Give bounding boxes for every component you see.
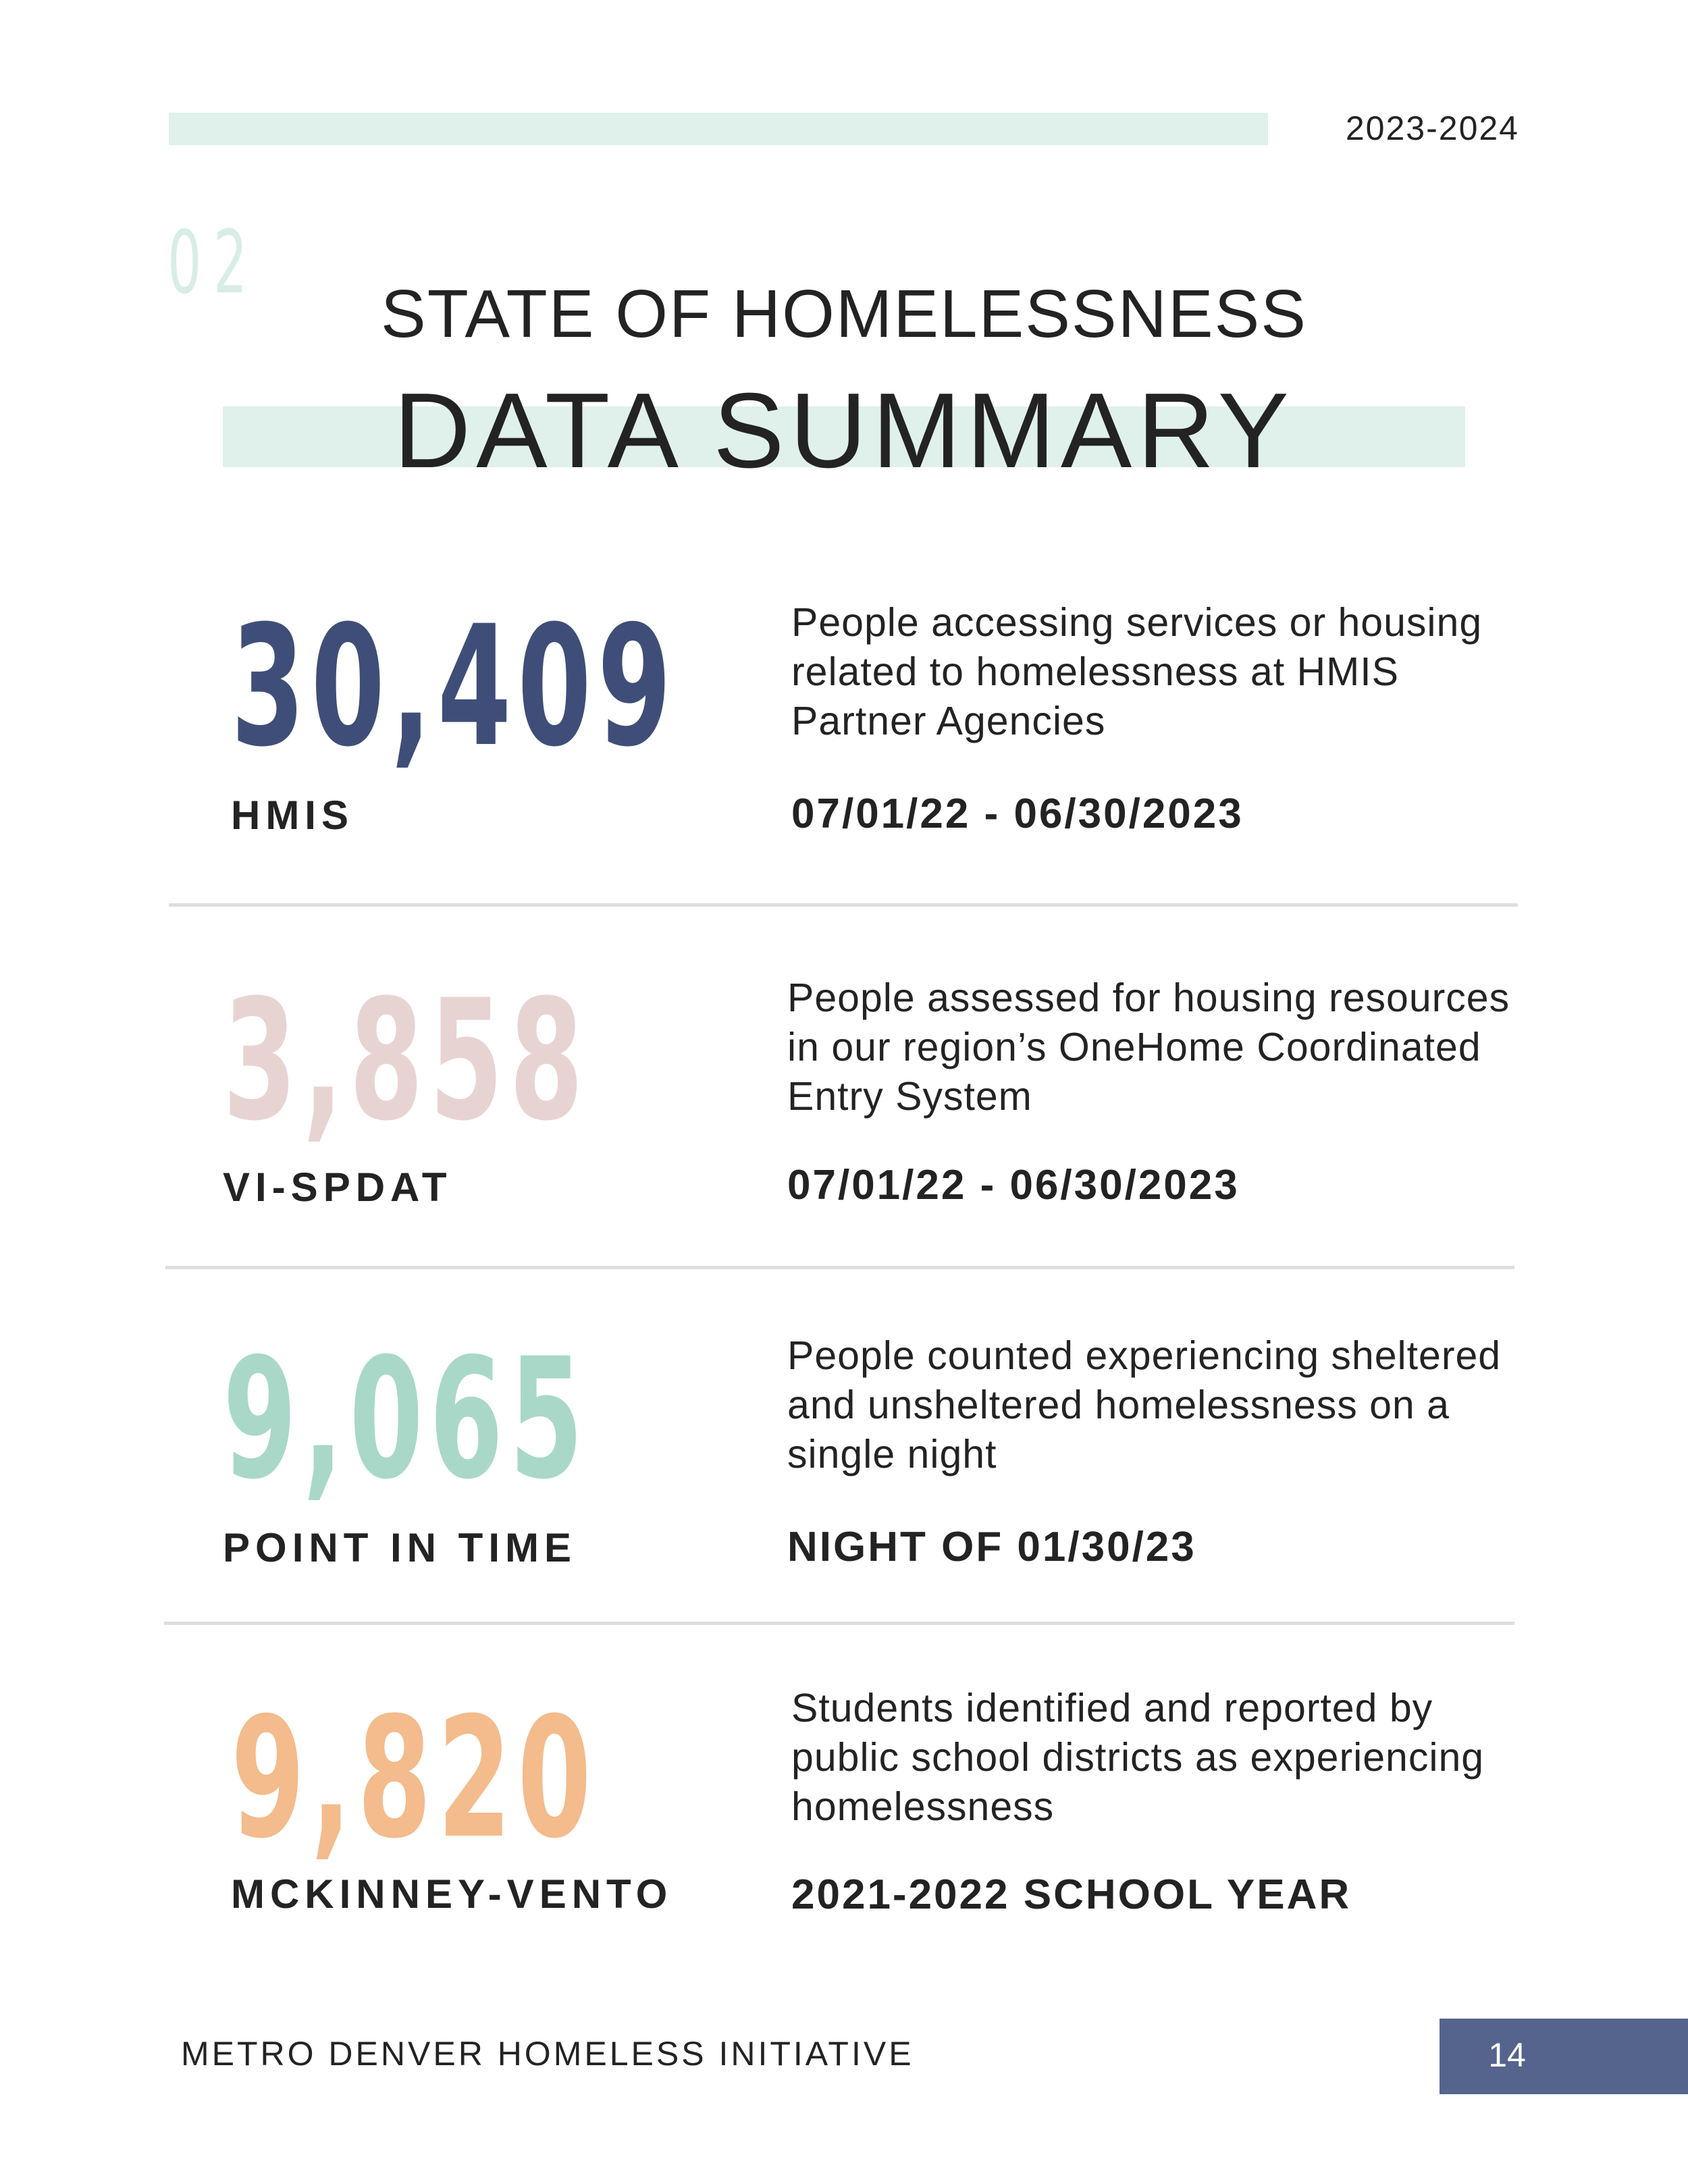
section-divider (165, 1266, 1514, 1269)
stat-description-vi-spdat: People assessed for housing resources in our region’s OneHome Coordinated Entry System (787, 976, 1510, 1119)
stat-description-hmis: People accessing services or housing related to homelessness at HMIS Partner Agencies (791, 600, 1483, 743)
stat-description-mckinney-vento: Students identified and reported by public school districts as experiencing homelessness (791, 1686, 1485, 1829)
stat-value-vi-spdat: 3,858 (223, 965, 589, 1158)
stat-label-mckinney-vento: MCKINNEY-VENTO (231, 1871, 673, 1917)
stat-value-hmis: 30,409 (231, 591, 678, 784)
section-divider (169, 903, 1518, 907)
stat-date-vi-spdat: 07/01/22 - 06/30/2023 (787, 1162, 1240, 1208)
section-divider (164, 1622, 1514, 1625)
report-year: 2023-2024 (1345, 109, 1519, 147)
stat-label-vi-spdat: VI-SPDAT (223, 1165, 452, 1210)
stat-label-hmis: HMIS (231, 793, 354, 838)
footer-organization: METRO DENVER HOMELESS INITIATIVE (181, 2035, 914, 2073)
stat-date-hmis: 07/01/22 - 06/30/2023 (791, 791, 1244, 837)
page-number: 14 (1488, 2036, 1526, 2074)
stat-description-point-in-time: People counted experiencing sheltered and unsheltered homelessness on a single night (787, 1333, 1502, 1476)
page-title: DATA SUMMARY (394, 371, 1294, 490)
stat-date-mckinney-vento: 2021-2022 SCHOOL YEAR (791, 1871, 1352, 1918)
stat-value-point-in-time: 9,065 (223, 1323, 589, 1516)
section-number: 02 (167, 213, 259, 313)
stat-label-point-in-time: POINT IN TIME (223, 1525, 577, 1570)
page-subtitle: STATE OF HOMELESSNESS (381, 276, 1307, 352)
stat-value-mckinney-vento: 9,820 (231, 1682, 598, 1875)
stat-date-point-in-time: NIGHT OF 01/30/23 (787, 1524, 1196, 1570)
header-accent-bar (169, 113, 1268, 145)
